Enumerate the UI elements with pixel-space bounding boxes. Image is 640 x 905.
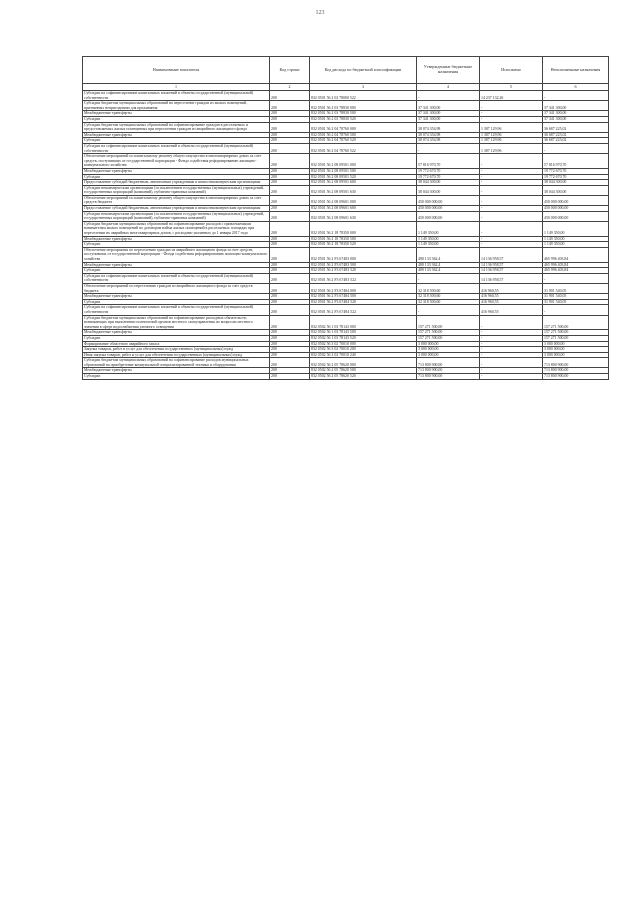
- executed-amount-cell: -: [480, 206, 543, 212]
- table-row: [83, 154, 609, 169]
- indicator-name-cell: Субсидии на софинансирование капитальных вложений в объекты государственной (муниципальной) собственности: [83, 91, 270, 101]
- expense-code-cell: 832 0501 56 2 04 78760 000: [310, 122, 417, 132]
- line-code-cell: 200: [270, 283, 310, 293]
- approved-amount-cell: 32 318 500,60: [417, 299, 480, 305]
- line-code-cell: 200: [270, 242, 310, 248]
- line-code-cell: 200: [270, 101, 310, 111]
- executed-amount-cell: -: [480, 236, 543, 242]
- approved-amount-cell: -: [417, 143, 480, 153]
- unexecuted-amount-cell: 713 800 900,00: [543, 374, 609, 380]
- table-row: [83, 283, 609, 293]
- indicator-name-cell: Субсидии: [83, 174, 270, 180]
- line-code-cell: 200: [270, 374, 310, 380]
- table-row: [83, 211, 609, 221]
- executed-amount-cell: 14 136 958,57: [480, 268, 543, 274]
- unexecuted-amount-cell: 157 271 500,00: [543, 335, 609, 341]
- line-code-cell: 200: [270, 111, 310, 117]
- approved-amount-cell: 450 000 000,00: [417, 206, 480, 212]
- expense-code-cell: 832 0501 56 2 02 78000 522: [310, 91, 417, 101]
- approved-amount-cell: 480 133 362,4: [417, 247, 480, 262]
- indicator-name-cell: Субсидии: [83, 335, 270, 341]
- table-body: [83, 91, 609, 380]
- approved-amount-cell: -: [417, 91, 480, 101]
- executed-amount-cell: -: [480, 154, 543, 169]
- column-number-row: [83, 84, 609, 91]
- unexecuted-amount-cell: 450 000 000,00: [543, 211, 609, 221]
- expense-code-cell: 832 0501 56 2 03 78830 000: [310, 101, 417, 111]
- approved-amount-cell: 57 816 970,70: [417, 154, 480, 169]
- expense-code-cell: 832 0501 56 2 F3 67484 000: [310, 283, 417, 293]
- line-code-cell: 200: [270, 221, 310, 236]
- column-number: 4: [417, 84, 480, 91]
- indicator-name-cell: Субсидии некоммерческим организациям (за исключением государственных (муниципальных) учреждений, государственных корпораций (компаний), публично-правовых компаний): [83, 185, 270, 195]
- approved-amount-cell: 38 074 354,98: [417, 138, 480, 144]
- approved-amount-cell: 3 000 000,00: [417, 352, 480, 358]
- unexecuted-amount-cell: 3 000 000,00: [543, 341, 609, 347]
- approved-amount-cell: 19 772 670,70: [417, 168, 480, 174]
- expense-code-cell: 832 0501 56 2 03 78830 520: [310, 116, 417, 122]
- line-code-cell: 200: [270, 368, 310, 374]
- approved-amount-cell: -: [417, 305, 480, 315]
- line-code-cell: 200: [270, 305, 310, 315]
- table-row: [83, 315, 609, 330]
- approved-amount-cell: 480 133 362,4: [417, 268, 480, 274]
- column-number: 6: [543, 84, 609, 91]
- expense-code-cell: 832 0501 56 2 F3 67484 520: [310, 299, 417, 305]
- line-code-cell: 200: [270, 185, 310, 195]
- expense-code-cell: 832 0501 56 2 F3 67484 500: [310, 294, 417, 300]
- approved-amount-cell: -: [417, 273, 480, 283]
- line-code-cell: 200: [270, 273, 310, 283]
- expense-code-cell: 832 0502 56 1 03 78143 000: [310, 315, 417, 330]
- indicator-name-cell: Субсидии бюджетам муниципальных образований на переселение граждан из жилых помещений, признанных непригодными для проживания: [83, 101, 270, 111]
- expense-code-cell: 832 0502 56 1 03 78143 500: [310, 330, 417, 336]
- line-code-cell: 200: [270, 330, 310, 336]
- approved-amount-cell: 37 341 300,00: [417, 101, 480, 111]
- indicator-name-cell: Обеспечение мероприятий по капитальному ремонту общего имущества в многоквартирных домах за счет средств бюджета: [83, 195, 270, 205]
- expense-code-cell: 832 0501 56 2 04 78760 522: [310, 143, 417, 153]
- unexecuted-amount-cell: 38 044 300,00: [543, 185, 609, 195]
- expense-code-cell: 832 0501 56 2 08 09601 000: [310, 195, 417, 205]
- executed-amount-cell: -: [480, 195, 543, 205]
- unexecuted-amount-cell: 36 687 225,02: [543, 122, 609, 132]
- expense-code-cell: 832 0501 56 2 18 78350 520: [310, 242, 417, 248]
- table-header-row: [83, 57, 609, 84]
- executed-amount-cell: -: [480, 174, 543, 180]
- line-code-cell: 200: [270, 211, 310, 221]
- unexecuted-amount-cell: 1 149 350,00: [543, 236, 609, 242]
- header-unexecuted: Неисполненные назначения: [543, 57, 609, 84]
- executed-amount-cell: -: [480, 116, 543, 122]
- executed-amount-cell: 14 136 958,57: [480, 273, 543, 283]
- indicator-name-cell: Формирование областного аварийного запаса: [83, 341, 270, 347]
- unexecuted-amount-cell: 465 996 403,84: [543, 247, 609, 262]
- indicator-name-cell: Обеспечение мероприятия по переселению граждан из аварийного жилищного фонда за счет средств, поступивших от государственной корпорации - Фонда содействия реформированию жилищно-коммунального хозяйства: [83, 247, 270, 262]
- expense-code-cell: 832 0501 56 2 08 09601 630: [310, 211, 417, 221]
- column-number: 3: [310, 84, 417, 91]
- line-code-cell: 200: [270, 294, 310, 300]
- table-row: [83, 122, 609, 132]
- column-number: 2: [270, 84, 310, 91]
- header-approved: Утвержденные бюджетные назначения: [417, 57, 480, 84]
- expense-code-cell: 832 0501 56 2 F3 67483 500: [310, 262, 417, 268]
- approved-amount-cell: 157 271 500,00: [417, 335, 480, 341]
- indicator-name-cell: Субсидии: [83, 138, 270, 144]
- indicator-name-cell: Межбюджетные трансферты: [83, 111, 270, 117]
- table-row: [83, 221, 609, 236]
- expense-code-cell: 832 0501 56 2 03 78830 500: [310, 111, 417, 117]
- unexecuted-amount-cell: 713 800 900,00: [543, 368, 609, 374]
- indicator-name-cell: Межбюджетные трансферты: [83, 330, 270, 336]
- executed-amount-cell: -: [480, 335, 543, 341]
- unexecuted-amount-cell: -: [543, 91, 609, 101]
- indicator-name-cell: Субсидии бюджетам муниципальных образований на софинансирование граждан в расселяемых и предоставляемых жилых помещениях при переселении граждан из аварийного жилищного фонда: [83, 122, 270, 132]
- indicator-name-cell: Межбюджетные трансферты: [83, 368, 270, 374]
- approved-amount-cell: 450 000 000,00: [417, 211, 480, 221]
- executed-amount-cell: -: [480, 185, 543, 195]
- approved-amount-cell: 1 149 350,00: [417, 221, 480, 236]
- indicator-name-cell: Субсидии: [83, 374, 270, 380]
- unexecuted-amount-cell: 37 341 300,00: [543, 101, 609, 111]
- approved-amount-cell: 37 341 300,00: [417, 111, 480, 117]
- approved-amount-cell: 157 271 500,00: [417, 330, 480, 336]
- expense-code-cell: 832 0502 56 2 05 78620 000: [310, 358, 417, 368]
- approved-amount-cell: 3 000 000,00: [417, 341, 480, 347]
- executed-amount-cell: -: [480, 368, 543, 374]
- line-code-cell: 200: [270, 132, 310, 138]
- approved-amount-cell: 38 074 354,98: [417, 122, 480, 132]
- unexecuted-amount-cell: 1 149 350,00: [543, 242, 609, 248]
- header-expense-code: Код расхода по бюджетной классификации: [310, 57, 417, 84]
- unexecuted-amount-cell: 38 044 300,00: [543, 180, 609, 186]
- executed-amount-cell: -: [480, 374, 543, 380]
- indicator-name-cell: Межбюджетные трансферты: [83, 236, 270, 242]
- executed-amount-cell: 1 387 129,96: [480, 138, 543, 144]
- unexecuted-amount-cell: 465 996 403,84: [543, 262, 609, 268]
- indicator-name-cell: Субсидии: [83, 116, 270, 122]
- approved-amount-cell: 713 800 900,00: [417, 368, 480, 374]
- executed-amount-cell: 14 136 958,57: [480, 262, 543, 268]
- table-row: [83, 247, 609, 262]
- approved-amount-cell: 3 000 000,00: [417, 347, 480, 353]
- approved-amount-cell: 450 000 000,00: [417, 195, 480, 205]
- page-number: 123: [315, 10, 325, 16]
- expense-code-cell: 832 0501 56 2 F3 67483 520: [310, 268, 417, 274]
- approved-amount-cell: 38 044 300,00: [417, 180, 480, 186]
- column-number: 1: [83, 84, 270, 91]
- unexecuted-amount-cell: 1 149 350,00: [543, 221, 609, 236]
- approved-amount-cell: 713 800 900,00: [417, 358, 480, 368]
- executed-amount-cell: -: [480, 315, 543, 330]
- approved-amount-cell: 713 800 900,00: [417, 374, 480, 380]
- line-code-cell: 200: [270, 138, 310, 144]
- executed-amount-cell: -: [480, 168, 543, 174]
- indicator-name-cell: Субсидии на софинансирование капитальных вложений в объекты государственной (муниципальной) собственности: [83, 143, 270, 153]
- indicator-name-cell: Иная закупка товаров, работ и услуг для обеспечения государственных (муниципальных) нужд: [83, 352, 270, 358]
- unexecuted-amount-cell: 157 271 500,00: [543, 330, 609, 336]
- table-row: [83, 305, 609, 315]
- line-code-cell: 200: [270, 168, 310, 174]
- executed-amount-cell: -: [480, 211, 543, 221]
- expense-code-cell: 832 0501 56 2 18 78350 000: [310, 221, 417, 236]
- approved-amount-cell: 157 271 500,00: [417, 315, 480, 330]
- indicator-name-cell: Субсидии бюджетам муниципальных образований на софинансирование расходных обязательств, возникающих при выполнении полномочий органов местного самоуправления по вопросам местного значения в сфере водоснабжения уличного освещения: [83, 315, 270, 330]
- approved-amount-cell: 38 074 354,98: [417, 132, 480, 138]
- line-code-cell: 200: [270, 299, 310, 305]
- indicator-name-cell: Субсидии на софинансирование капитальных вложений в объекты государственной (муниципальной) собственности: [83, 273, 270, 283]
- unexecuted-amount-cell: 19 772 670,70: [543, 168, 609, 174]
- indicator-name-cell: Субсидии бюджетам муниципальных образований на софинансирование расходов с привлекаемыми нанимателям жилых помещений по договорам найма жилых помещений в расселяемых площадях при переселении их аварийных многоквартирных домов, с расходами указанных до 1 января 2017 года: [83, 221, 270, 236]
- executed-amount-cell: 416 960,55: [480, 294, 543, 300]
- expense-code-cell: 832 0501 56 2 08 09501 630: [310, 185, 417, 195]
- indicator-name-cell: Межбюджетные трансферты: [83, 294, 270, 300]
- approved-amount-cell: 1 149 350,00: [417, 242, 480, 248]
- approved-amount-cell: 480 133 362,4: [417, 262, 480, 268]
- expense-code-cell: 832 0501 56 2 F3 67484 522: [310, 305, 417, 315]
- column-number: 5: [480, 84, 543, 91]
- line-code-cell: 200: [270, 154, 310, 169]
- indicator-name-cell: Межбюджетные трансферты: [83, 168, 270, 174]
- table-row: [83, 195, 609, 205]
- header-indicator-name: Наименование показателя: [83, 57, 270, 84]
- line-code-cell: 200: [270, 315, 310, 330]
- indicator-name-cell: Субсидии: [83, 268, 270, 274]
- executed-amount-cell: 14 237 132,26: [480, 91, 543, 101]
- unexecuted-amount-cell: -: [543, 143, 609, 153]
- approved-amount-cell: 19 772 670,70: [417, 174, 480, 180]
- table-row: [83, 91, 609, 101]
- expense-code-cell: 832 0502 56 2 05 78620 500: [310, 368, 417, 374]
- unexecuted-amount-cell: 57 816 970,70: [543, 154, 609, 169]
- executed-amount-cell: -: [480, 111, 543, 117]
- unexecuted-amount-cell: 450 000 000,00: [543, 206, 609, 212]
- approved-amount-cell: 32 318 500,60: [417, 283, 480, 293]
- unexecuted-amount-cell: 3 000 000,00: [543, 352, 609, 358]
- budget-execution-table: [82, 56, 609, 380]
- indicator-name-cell: Обеспечение мероприятий по капитальному ремонту общего имущества в многоквартирных домах за счет средств, поступивших от государственной корпорации - Фонда содействия реформированию жилищно-коммунального хозяйства: [83, 154, 270, 169]
- executed-amount-cell: 1 387 129,96: [480, 143, 543, 153]
- line-code-cell: 200: [270, 341, 310, 347]
- executed-amount-cell: -: [480, 358, 543, 368]
- unexecuted-amount-cell: -: [543, 273, 609, 283]
- expense-code-cell: 832 0502 56 1 03 78143 520: [310, 335, 417, 341]
- indicator-name-cell: Межбюджетные трансферты: [83, 262, 270, 268]
- line-code-cell: 200: [270, 122, 310, 132]
- line-code-cell: 200: [270, 236, 310, 242]
- indicator-name-cell: Субсидии некоммерческим организациям (за исключением государственных (муниципальных) учреждений, государственных корпораций (компаний), публично-правовых компаний): [83, 211, 270, 221]
- executed-amount-cell: -: [480, 221, 543, 236]
- unexecuted-amount-cell: 713 800 900,00: [543, 358, 609, 368]
- executed-amount-cell: -: [480, 341, 543, 347]
- indicator-name-cell: Обеспечение мероприятий по переселению граждан из аварийного жилищного фонда за счет средств бюджета: [83, 283, 270, 293]
- expense-code-cell: 832 0502 56 3 02 70010 240: [310, 352, 417, 358]
- expense-code-cell: 832 0501 56 2 18 78350 500: [310, 236, 417, 242]
- indicator-name-cell: Субсидии: [83, 299, 270, 305]
- expense-code-cell: 832 0501 56 2 08 09601 600: [310, 206, 417, 212]
- line-code-cell: 200: [270, 143, 310, 153]
- table-row: [83, 273, 609, 283]
- line-code-cell: 200: [270, 247, 310, 262]
- expense-code-cell: 832 0501 56 2 04 78760 520: [310, 138, 417, 144]
- approved-amount-cell: 37 341 300,00: [417, 116, 480, 122]
- line-code-cell: 200: [270, 335, 310, 341]
- approved-amount-cell: 32 318 500,60: [417, 294, 480, 300]
- executed-amount-cell: -: [480, 330, 543, 336]
- indicator-name-cell: Предоставление субсидий бюджетным, автономным учреждениям и иным некоммерческим организациям: [83, 206, 270, 212]
- unexecuted-amount-cell: 36 687 225,02: [543, 132, 609, 138]
- executed-amount-cell: -: [480, 101, 543, 111]
- line-code-cell: 200: [270, 195, 310, 205]
- indicator-name-cell: Субсидии бюджетам муниципальных образований на софинансирование расходов муниципальных образований на приобретение коммунальной специализированной техники и оборудования: [83, 358, 270, 368]
- line-code-cell: 200: [270, 352, 310, 358]
- executed-amount-cell: 1 387 129,96: [480, 132, 543, 138]
- expense-code-cell: 832 0502 56 3 02 70010 000: [310, 341, 417, 347]
- executed-amount-cell: -: [480, 242, 543, 248]
- expense-code-cell: 832 0501 56 2 08 09501 520: [310, 174, 417, 180]
- indicator-name-cell: Предоставление субсидий бюджетным, автономным учреждениям и иным некоммерческим организациям: [83, 180, 270, 186]
- indicator-name-cell: Субсидии: [83, 242, 270, 248]
- table-row: [83, 185, 609, 195]
- line-code-cell: 200: [270, 116, 310, 122]
- expense-code-cell: 832 0501 56 2 08 09501 500: [310, 168, 417, 174]
- line-code-cell: 200: [270, 347, 310, 353]
- line-code-cell: 200: [270, 206, 310, 212]
- executed-amount-cell: 416 960,55: [480, 305, 543, 315]
- unexecuted-amount-cell: 465 996 403,84: [543, 268, 609, 274]
- approved-amount-cell: 1 149 350,00: [417, 236, 480, 242]
- table-row: [83, 101, 609, 111]
- expense-code-cell: 832 0502 56 2 05 78620 520: [310, 374, 417, 380]
- header-executed: Исполнено: [480, 57, 543, 84]
- unexecuted-amount-cell: 37 341 300,00: [543, 111, 609, 117]
- unexecuted-amount-cell: 31 901 540,05: [543, 294, 609, 300]
- line-code-cell: 200: [270, 358, 310, 368]
- unexecuted-amount-cell: 36 687 225,02: [543, 138, 609, 144]
- unexecuted-amount-cell: 157 271 500,00: [543, 315, 609, 330]
- approved-amount-cell: 38 044 300,00: [417, 185, 480, 195]
- expense-code-cell: 832 0501 56 2 04 78760 500: [310, 132, 417, 138]
- indicator-name-cell: Межбюджетные трансферты: [83, 132, 270, 138]
- line-code-cell: 200: [270, 268, 310, 274]
- indicator-name-cell: Субсидии на софинансирование капитальных вложений в объекты государственной (муниципальной) собственности: [83, 305, 270, 315]
- unexecuted-amount-cell: -: [543, 305, 609, 315]
- table-row: [83, 374, 609, 380]
- expense-code-cell: 832 0501 56 2 F3 67483 522: [310, 273, 417, 283]
- unexecuted-amount-cell: 31 901 540,05: [543, 283, 609, 293]
- executed-amount-cell: 416 960,55: [480, 283, 543, 293]
- executed-amount-cell: -: [480, 180, 543, 186]
- table-row: [83, 143, 609, 153]
- expense-code-cell: 832 0501 56 2 08 09501 000: [310, 154, 417, 169]
- unexecuted-amount-cell: 31 901 540,05: [543, 299, 609, 305]
- unexecuted-amount-cell: 3 000 000,00: [543, 347, 609, 353]
- executed-amount-cell: 14 136 958,57: [480, 247, 543, 262]
- executed-amount-cell: -: [480, 352, 543, 358]
- expense-code-cell: 832 0502 56 3 02 70010 200: [310, 347, 417, 353]
- indicator-name-cell: Закупка товаров, работ и услуг для обеспечения государственных (муниципальных) нужд: [83, 347, 270, 353]
- executed-amount-cell: -: [480, 347, 543, 353]
- executed-amount-cell: 1 387 129,96: [480, 122, 543, 132]
- table-row: [83, 358, 609, 368]
- line-code-cell: 200: [270, 91, 310, 101]
- expense-code-cell: 832 0501 56 2 08 09501 600: [310, 180, 417, 186]
- header-line-code: Код строки: [270, 57, 310, 84]
- unexecuted-amount-cell: 37 341 300,00: [543, 116, 609, 122]
- line-code-cell: 200: [270, 180, 310, 186]
- line-code-cell: 200: [270, 262, 310, 268]
- unexecuted-amount-cell: 450 000 000,00: [543, 195, 609, 205]
- executed-amount-cell: 416 960,55: [480, 299, 543, 305]
- line-code-cell: 200: [270, 174, 310, 180]
- expense-code-cell: 832 0501 56 2 F3 67483 000: [310, 247, 417, 262]
- unexecuted-amount-cell: 19 772 670,70: [543, 174, 609, 180]
